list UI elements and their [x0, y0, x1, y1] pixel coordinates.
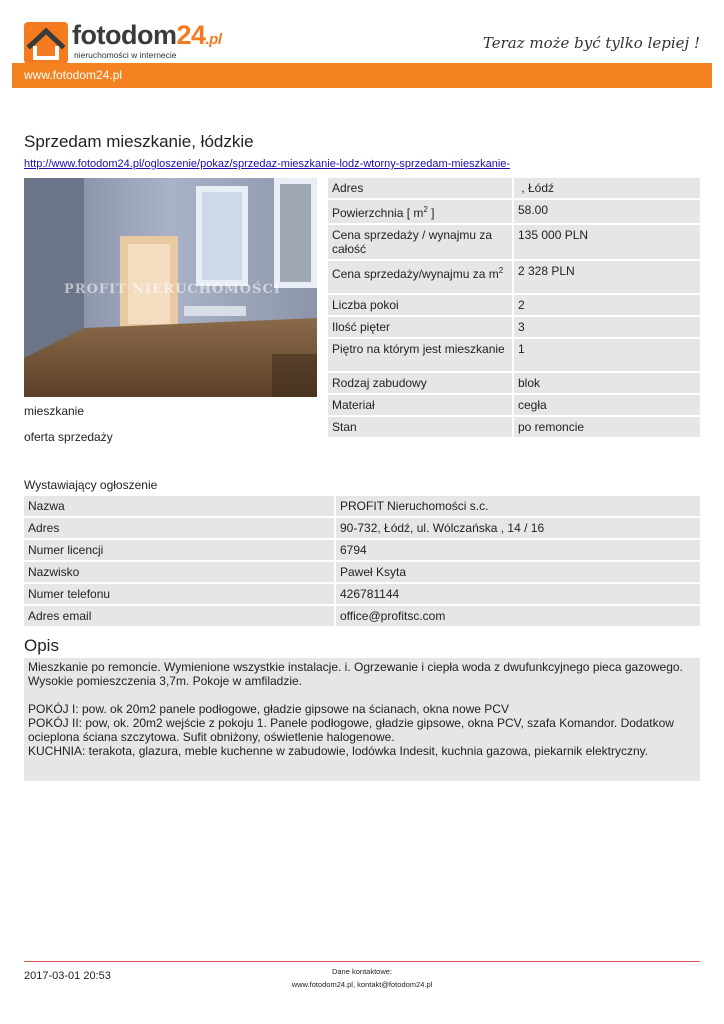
section-label-advertiser: Wystawiający ogłoszenie [24, 478, 158, 492]
property-label: Materiał [328, 395, 512, 415]
contact-value: Paweł Ksyta [336, 562, 700, 582]
table-row [328, 225, 700, 259]
listing-url-link[interactable]: http://www.fotodom24.pl/ogloszenie/pokaz/sprzedaz-mieszkanie-lodz-wtorny-sprzedam-mieszkanie- [24, 158, 511, 170]
table-row [328, 395, 700, 415]
property-label: Cena sprzedaży / wynajmu za całość [328, 225, 512, 259]
contact-label: Adres email [24, 606, 334, 626]
table-row [24, 518, 700, 538]
property-type-caption: mieszkanie [24, 404, 85, 418]
property-value: 3 [514, 317, 700, 337]
table-row [328, 417, 700, 437]
table-row [328, 373, 700, 393]
contact-value: 426781144 [336, 584, 700, 604]
property-table [326, 176, 702, 439]
table-row [24, 540, 700, 560]
contact-label: Adres [24, 518, 334, 538]
property-label: Powierzchnia [ $m^2$ ] [328, 200, 512, 223]
property-label: Ilość pięter [328, 317, 512, 337]
table-row [24, 606, 700, 626]
table-row [24, 496, 700, 516]
site-bar [12, 63, 712, 88]
listing-photo[interactable] [24, 178, 317, 397]
property-label: Cena sprzedaży/wynajmu za $m^2$ [328, 261, 512, 293]
property-value: 2 [514, 295, 700, 315]
property-value: 1 [514, 339, 700, 371]
table-row [24, 584, 700, 604]
property-label: Piętro na którym jest mieszkanie [328, 339, 512, 371]
description-paragraph: KUCHNIA: terakota, glazura, meble kuchenne w zabudowie, lodówka Indesit, kuchnia gazowa, piekarnik elektryczny. [28, 744, 649, 758]
table-row [24, 562, 700, 582]
photo-watermark: PROFIT NIERUCHOMOŚCI [64, 282, 281, 297]
table-row [328, 295, 700, 315]
contact-value: 6794 [336, 540, 700, 560]
property-label: Adres [328, 178, 512, 198]
property-value: po remoncie [514, 417, 700, 437]
footer-date: 2017-03-01 20:53 [24, 970, 111, 982]
logo-wordmark: fotodom24.pl [72, 20, 222, 50]
property-label: Stan [328, 417, 512, 437]
contact-table [22, 494, 702, 628]
contact-label: Numer telefonu [24, 584, 334, 604]
property-value: blok [514, 373, 700, 393]
description-paragraph: POKÓJ II: pow, ok. 20m2 wejście z pokoju 1. Panele podłogowe, gładzie gipsowe, okna PCV, szafa Komandor. Dodatkow ocieplona ściana szczytowa. Sufit obniżony, oświetlenie halogenowe. [28, 716, 674, 744]
site-link[interactable]: www.fotodom24.pl [24, 68, 123, 82]
property-value: 2 328 PLN [514, 261, 700, 293]
description-title: Opis [24, 636, 59, 655]
tagline: Teraz może być tylko lepiej ! [482, 34, 700, 52]
contact-value: 90-732, Łódź, ul. Wólczańska , 14 / 16 [336, 518, 700, 538]
house-logo-icon [24, 22, 68, 64]
offer-type-caption: oferta sprzedaży [24, 430, 113, 444]
contact-label: Nazwisko [24, 562, 334, 582]
table-row [328, 339, 700, 371]
property-label: Rodzaj zabudowy [328, 373, 512, 393]
property-value: 135 000 PLN [514, 225, 700, 259]
contact-label: Nazwa [24, 496, 334, 516]
footer-contact-label: Dane kontaktowe: [331, 967, 393, 976]
logo-subtitle: nieruchomości w internecie [74, 50, 177, 60]
logo[interactable] [24, 20, 222, 64]
description-paragraph: POKÓJ I: pow. ok 20m2 panele podłogowe, gładzie gipsowe na ścianach, okna nowe PCV [28, 702, 509, 716]
description-paragraph: Mieszkanie po remoncie. Wymienione wszystkie instalacje. i. Ogrzewanie i ciepła woda z dwufunkcyjnego pieca gazowego. Wysokie pomieszczenia 3,7m. Pokoje w amfiladzie. [28, 660, 683, 688]
property-value: 58.00 [514, 200, 700, 223]
contact-value[interactable]: office@profitsc.com [336, 606, 700, 626]
table-row [328, 261, 700, 293]
table-row [328, 200, 700, 223]
contact-label: Numer licencji [24, 540, 334, 560]
footer-contact-text: www.fotodom24.pl, kontakt@fotodom24.pl [291, 980, 433, 989]
property-value: cegła [514, 395, 700, 415]
page-title: Sprzedam mieszkanie, łódzkie [24, 132, 254, 151]
property-value: , Łódź [514, 178, 700, 198]
description-box [24, 658, 700, 781]
footer-divider [24, 961, 700, 962]
table-row [328, 317, 700, 337]
contact-value: PROFIT Nieruchomości s.c. [336, 496, 700, 516]
table-row [328, 178, 700, 198]
property-label: Liczba pokoi [328, 295, 512, 315]
